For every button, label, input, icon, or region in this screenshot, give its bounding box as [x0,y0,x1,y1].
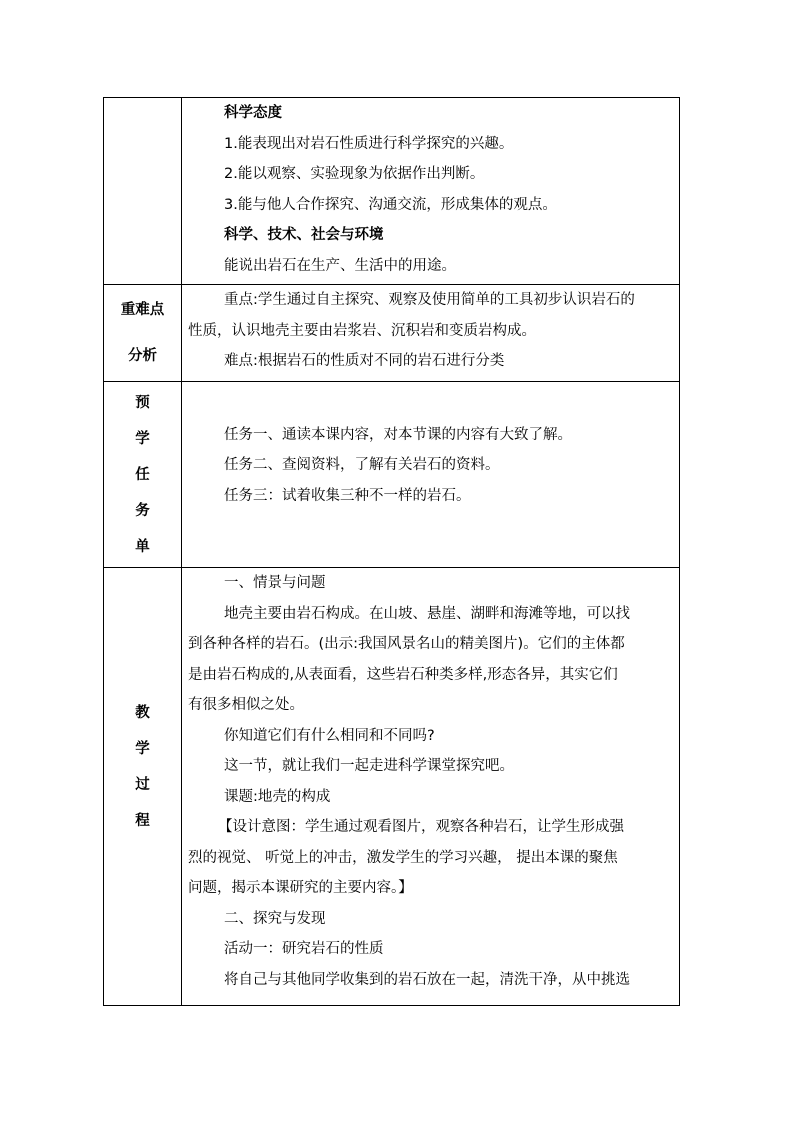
preview-label-char-3: 任 [135,466,150,483]
process-label [104,568,182,1006]
task-3: 任务三：试着收集三种不一样的岩石。 [224,487,471,504]
process-label-char-3: 过 [135,776,150,793]
preview-label-char-4: 务 [135,502,150,519]
design-line-3: 问题，揭示本课研究的主要内容。】 [188,880,413,896]
process-label-char-2: 学 [135,740,150,757]
preview-label-char-2: 学 [135,430,150,447]
row-preview-tasks [104,382,680,568]
row-scientific-attitude [104,98,680,285]
para1-line-3: 是由岩石构成的,从表面看，这些岩石种类多样,形态各异，其实它们 [188,666,618,683]
difficulty-line: 难点:根据岩石的性质对不同的岩石进行分类 [224,353,505,369]
preview-label-char-1: 预 [135,394,150,411]
task-1: 任务一、通读本课内容，对本节课的内容有大致了解。 [224,426,572,443]
process-content [182,568,680,1006]
preview-label [104,382,182,568]
question-line: 你知道它们有什么相同和不同吗? [224,727,435,744]
design-line-1: 【设计意图：学生通过观看图片，观察各种岩石，让学生形成强 [218,819,624,835]
para1-line-2: 到各种各样的岩石。(出示:我国风景名山的精美图片)。它们的主体都 [188,636,625,652]
key-points-label-line-2: 分析 [128,348,157,364]
activity-1-title: 活动一：研究岩石的性质 [224,941,384,957]
stse-text: 能说出岩石在生产、生活中的用途。 [224,257,456,274]
invite-line: 这一节，就让我们一起走进科学课堂探究吧。 [224,758,514,774]
para1-line-4: 有很多相似之处。 [188,697,304,713]
activity-1-text: 将自己与其他同学收集到的岩石放在一起，清洗干净，从中挑选 [224,971,630,988]
attitude-item-3: 3.能与他人合作探究、沟通交流，形成集体的观点。 [224,196,557,213]
section-2-title: 二、探究与发现 [224,910,326,927]
para1-line-1: 地壳主要由岩石构成。在山坡、悬崖、湖畔和海滩等地，可以找 [224,605,630,622]
process-label-char-1: 教 [135,704,150,721]
focus-line-1: 重点:学生通过自主探究、观察及使用简单的工具初步认识岩石的 [224,292,635,308]
attitude-item-2: 2.能以观察、实验现象为依据作出判断。 [224,166,485,182]
key-points-label [104,285,182,382]
design-line-2: 烈的视觉、 听觉上的冲击，激发学生的学习兴趣， 提出本课的聚焦 [188,849,618,866]
topic-line: 课题:地壳的构成 [224,788,331,805]
attitude-heading: 科学态度 [224,105,282,121]
stse-heading: 科学、技术、社会与环境 [224,227,384,243]
attitude-content [182,98,680,285]
process-label-char-4: 程 [135,812,150,829]
section-1-title: 一、情景与问题 [224,575,326,591]
row-teaching-process [104,568,680,1006]
key-points-content [182,285,680,382]
row-label-empty [104,98,182,285]
preview-content [182,382,680,568]
task-2: 任务二、查阅资料，了解有关岩石的资料。 [224,457,500,474]
lesson-plan-table [103,97,680,1006]
row-key-points [104,285,680,382]
focus-line-2: 性质，认识地壳主要由岩浆岩、沉积岩和变质岩构成。 [188,322,536,339]
key-points-label-line-1: 重难点 [120,302,165,318]
attitude-item-1: 1.能表现出对岩石性质进行科学探究的兴趣。 [224,135,514,152]
preview-label-char-5: 单 [135,538,150,555]
